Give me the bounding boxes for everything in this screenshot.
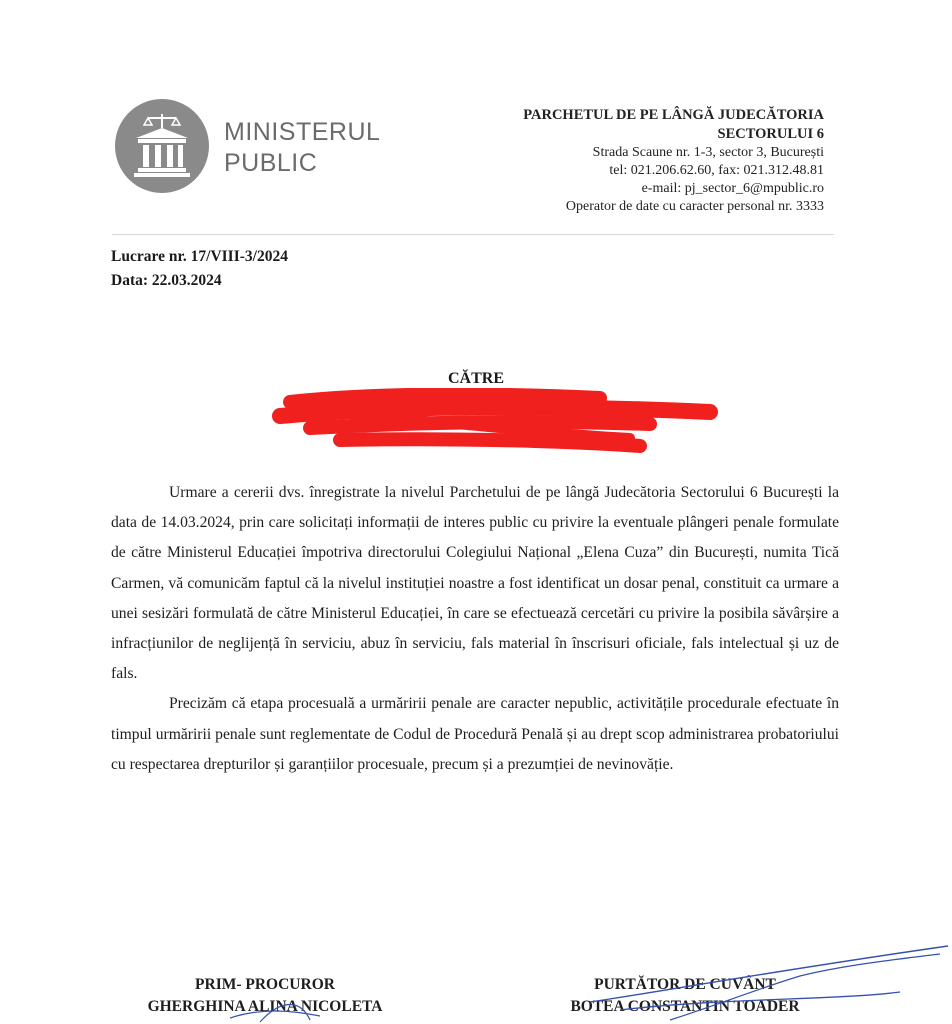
spokesperson-name: BOTEA CONSTANTIN TOADER [570, 998, 800, 1015]
signature-block-left [110, 974, 420, 1018]
redaction-mark [270, 388, 720, 458]
logo-text-line2: PUBLIC [224, 149, 318, 177]
body-paragraph-2: Precizăm că etapa procesuală a urmăririi penale are caracter nepublic, activitățile procedurale efectuate în timpul urmăririi penale sunt reglementate de Codul de Procedură Penală și au drept scop administrarea probatoriului cu respectarea drepturilor și garanțiilor procesuale, precum și a prezumției de nevinovăție. [111, 695, 839, 773]
document-meta [111, 245, 288, 293]
office-email: e-mail: pj_sector_6@mpublic.ro [641, 181, 824, 196]
office-name-line2: SECTORULUI 6 [717, 126, 824, 142]
lucrare-number: Lucrare nr. 17/VIII-3/2024 [111, 248, 288, 265]
ministerul-public-logo-icon [114, 98, 210, 194]
signature-block-right [520, 974, 850, 1018]
spokesperson-title: PURTĂTOR DE CUVÂNT [594, 976, 776, 993]
document-date: Data: 22.03.2024 [111, 272, 222, 289]
office-operator: Operator de date cu caracter personal nr. 3333 [565, 199, 824, 214]
header-divider [112, 234, 834, 235]
logo-text-line1: MINISTERUL [224, 118, 381, 146]
prim-procuror-name: GHERGHINA ALINA NICOLETA [147, 998, 383, 1015]
prim-procuror-title: PRIM- PROCUROR [195, 976, 335, 993]
letter-body [111, 478, 839, 780]
logo-wordmark [224, 117, 380, 179]
office-name-line1: PARCHETUL DE PE LÂNGĂ JUDECĂTORIA [523, 107, 824, 123]
body-paragraph-1: Urmare a cererii dvs. înregistrate la nivelul Parchetului de pe lângă Judecătoria Sectorului 6 București la data de 14.03.2024, prin care solicitați informații de interes public cu privire la eventuale plângeri penale formulate de către Ministerul Educației împotriva directorului Colegiului Național „Elena Cuza” din București, numita Tică Carmen, vă comunicăm faptul că la nivelul instituției noastre a fost identificat un dosar penal, constituit ca urmare a unei sesizări formulată de către Ministerul Educației, în care se efectuează cercetări cu privire la posibila săvârșire a infracțiunilor de neglijență în serviciu, abuz în serviciu, fals material în înscrisuri oficiale, fals intelectual și uz de fals. [111, 484, 839, 683]
addressee-heading: CĂTRE [447, 370, 504, 387]
office-phone-fax: tel: 021.206.62.60, fax: 021.312.48.81 [609, 163, 824, 178]
office-address: Strada Scaune nr. 1-3, sector 3, București [592, 145, 824, 160]
office-header [523, 106, 824, 216]
